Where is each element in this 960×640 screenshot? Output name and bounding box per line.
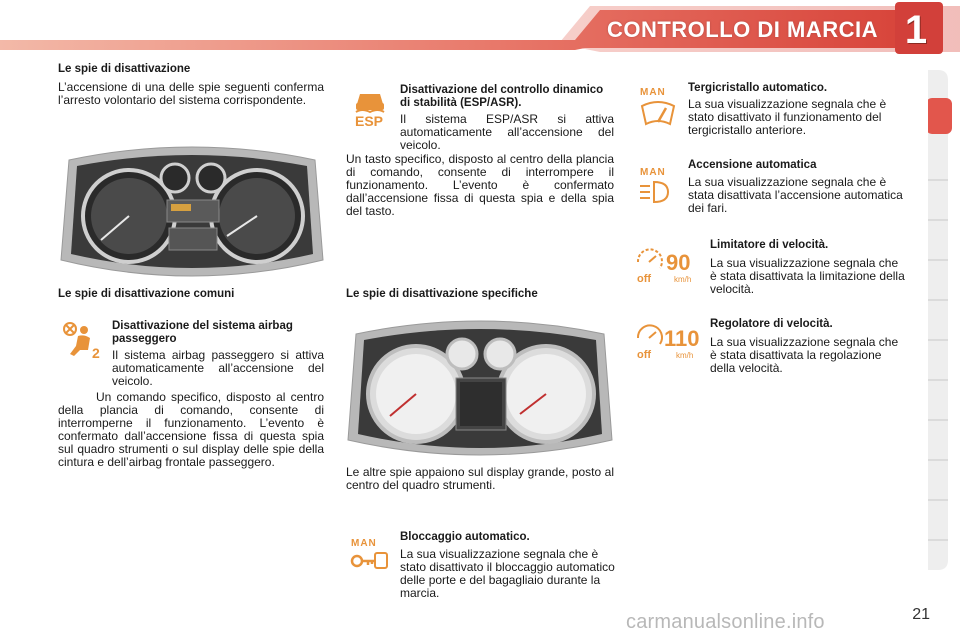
cruise-off-label: off [637, 349, 652, 361]
lock-title: Bloccaggio automatico. [400, 531, 530, 543]
wiper-title: Tergicristallo automatico. [688, 82, 828, 94]
airbag-off-icon [60, 320, 102, 362]
instrument-cluster-image [57, 142, 327, 278]
cruise-speed: 110 [664, 326, 700, 351]
cruise-control-off-icon [634, 322, 706, 362]
svg-text:2: 2 [92, 345, 100, 361]
chapter-tabs [928, 70, 960, 570]
page-title: CONTROLLO DI MARCIA [606, 17, 878, 42]
limiter-unit: km/h [674, 275, 692, 284]
auto-lights-off-icon [636, 164, 680, 206]
lights-title: Accensione automatica [688, 159, 817, 171]
airbag-title: Disattivazione del sistema airbag passeggero [112, 320, 293, 345]
esp-text-1a [400, 113, 614, 152]
esp-text-1: Il sistema ESP/ASR si attiva automaticamente all’accensione del veicolo. [400, 112, 614, 152]
page-number: 21 [912, 606, 930, 623]
intro-text: L’accensione di una delle spie seguenti conferma l’arresto volontario del sistema corrispondente. [58, 80, 324, 107]
esp-title: Disattivazione del controllo dinamico di stabilità (ESP/ASR). [400, 84, 604, 109]
section-heading: Le spie di disattivazione [58, 63, 191, 75]
lock-text: La sua visualizzazione segnala che è stato disattivato il bloccaggio automatico delle porte e del bagagliaio durante la marcia. [400, 547, 615, 600]
esp-off-icon [350, 84, 390, 128]
limiter-text: La sua visualizzazione segnala che è stata disattivata la limitazione della velocità. [710, 256, 905, 296]
limiter-off-label: off [637, 273, 652, 285]
common-caption: Le spie di disattivazione comuni [58, 288, 235, 300]
lights-text: La sua visualizzazione segnala che è stata disattivata l’accensione automatica dei fari. [688, 175, 903, 215]
cruise-text: La sua visualizzazione segnala che è stata disattivata la regolazione della velocità. [710, 335, 899, 375]
instrument-cluster-image-2 [344, 316, 616, 458]
limiter-speed: 90 [666, 250, 691, 275]
esp-text-2: Un tasto specifico, disposto al centro della plancia di comando, consente di interrompere il funzionamento. L’evento è confermato dall’accensione fissa di questa spia e della spia del tasto. [346, 152, 614, 218]
airbag-text-1: Il sistema airbag passeggero si attiva automaticamente all’accensione del veicolo. [112, 348, 324, 388]
wiper-text: La sua visualizzazione segnala che è stato disattivato il funzionamento del tergicristallo anteriore. [688, 97, 887, 137]
specific-caption: Le spie di disattivazione specifiche [346, 288, 538, 300]
airbag-text-2: Un comando specifico, disposto al centro della plancia di comando, consente di interromperne il funzionamento. L’evento è confermato dall’accensione fissa di questa spia sul quadro strumenti o sul display delle spie della cintura e dell’airbag frontale passeggero. [58, 390, 324, 469]
chapter-number: 1 [904, 8, 928, 52]
limiter-title: Limitatore di velocità. [710, 239, 829, 251]
speed-limiter-off-icon [634, 246, 704, 286]
cruise-title: Regolatore di velocità. [710, 318, 833, 330]
wiper-icon-label: MAN [640, 87, 666, 98]
wiper-off-icon [636, 84, 680, 130]
cruise-unit: km/h [676, 351, 694, 360]
watermark: carmanualsonline.info [626, 611, 825, 633]
lights-icon-label: MAN [640, 167, 666, 178]
lock-icon-label: MAN [351, 538, 377, 549]
auto-lock-off-icon [348, 534, 390, 574]
display-note: Le altre spie appaiono sul display grande, posto al centro del quadro strumenti. [346, 465, 614, 492]
esp-icon-label: ESP [355, 113, 384, 128]
